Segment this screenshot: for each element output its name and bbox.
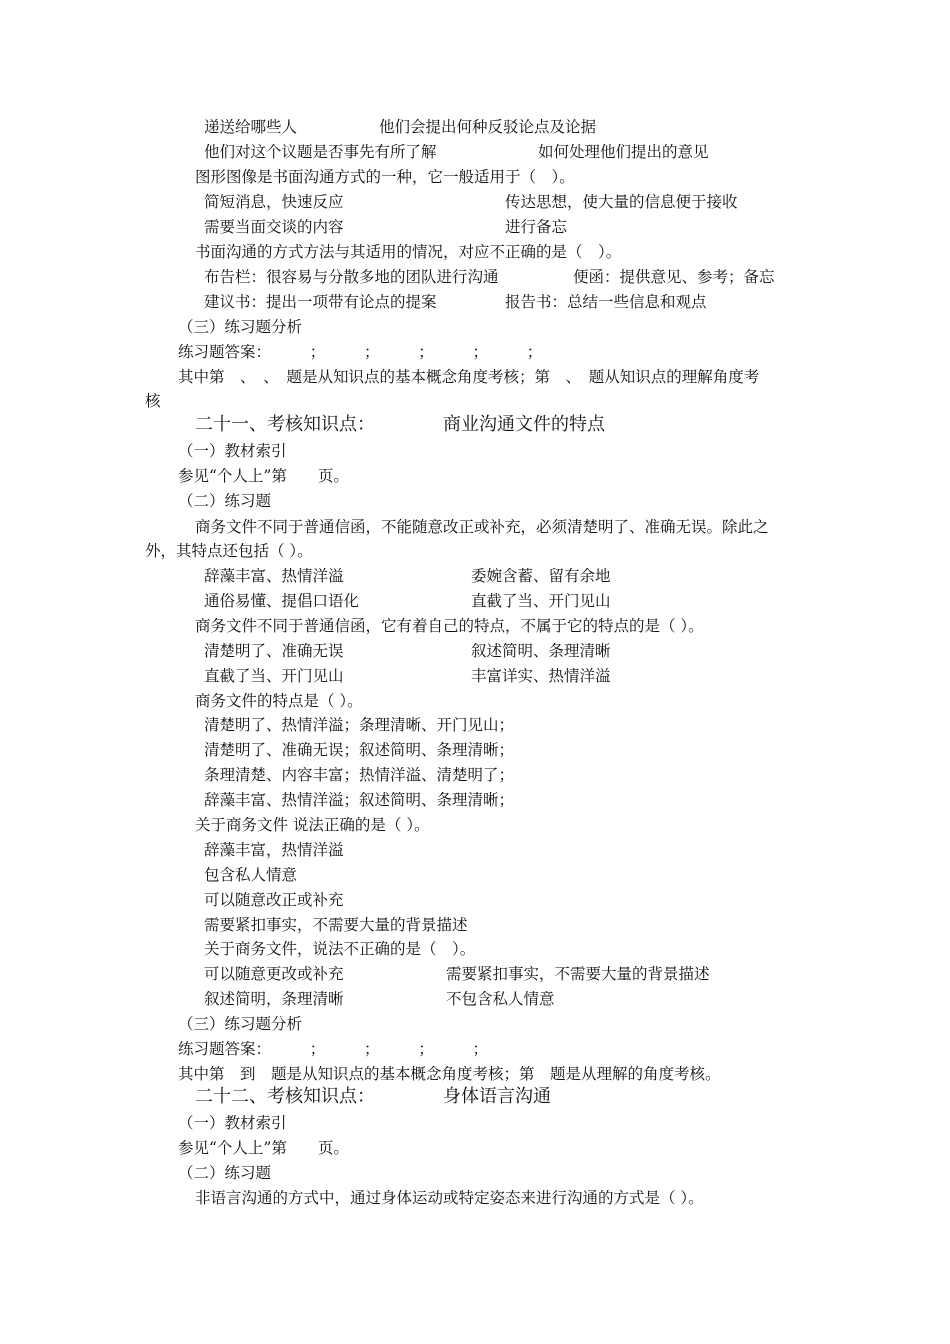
option-c: 叙述简明，条理清晰 xyxy=(204,990,344,1008)
answers-line: 练习题答案： ； ； ； ； ； xyxy=(178,343,543,361)
option-d: 丰富详实、热情洋溢 xyxy=(471,667,611,685)
option-c: 可以随意改正或补充 xyxy=(204,891,344,909)
option-b: 叙述简明、条理清晰 xyxy=(471,642,611,660)
analysis-heading: （三）练习题分析 xyxy=(178,1015,303,1033)
question-stem: 非语言沟通的方式中，通过身体运动或特定姿态来进行沟通的方式是（ ）。 xyxy=(195,1189,704,1207)
question-stem: 商务文件的特点是（ ）。 xyxy=(195,692,363,710)
option-c: 通俗易懂、提倡口语化 xyxy=(204,592,360,610)
option-a: 递送给哪些人 xyxy=(204,118,298,136)
option-a: 辞藻丰富，热情洋溢 xyxy=(204,841,344,859)
option-d: 报告书：总结一些信息和观点 xyxy=(505,293,707,311)
option-a: 简短消息，快速反应 xyxy=(204,193,344,211)
option-a: 清楚明了、准确无误 xyxy=(204,642,344,660)
analysis-note: 其中第 到 题是从知识点的基本概念角度考核；第 题是从理解的角度考核。 xyxy=(178,1065,721,1083)
question-stem: 关于商务文件 说法正确的是（ ）。 xyxy=(195,816,430,834)
section-title-topic: 商业沟通文件的特点 xyxy=(443,414,605,435)
section-title-topic: 身体语言沟通 xyxy=(443,1086,551,1107)
index-text: 参见“个人上”第 页。 xyxy=(178,467,349,485)
index-heading: （一）教材索引 xyxy=(178,1114,287,1132)
option-b: 包含私人情意 xyxy=(204,866,298,884)
index-heading: （一）教材索引 xyxy=(178,442,287,460)
exercise-heading: （二）练习题 xyxy=(178,1164,272,1182)
option-c: 条理清楚、内容丰富；热情洋溢、清楚明了； xyxy=(204,766,515,784)
question-stem: 关于商务文件，说法不正确的是（ ）。 xyxy=(204,940,476,958)
question-stem: 图形图像是书面沟通方式的一种，它一般适用于（ ）。 xyxy=(195,168,575,186)
option-c: 需要当面交谈的内容 xyxy=(204,218,344,236)
question-stem: 书面沟通的方式方法与其适用的情况，对应不正确的是（ ）。 xyxy=(195,243,622,261)
answers-line: 练习题答案： ； ； ； ； xyxy=(178,1040,489,1058)
exercise-heading: （二）练习题 xyxy=(178,492,272,510)
section-title-prefix: 二十二、考核知识点： xyxy=(195,1086,375,1107)
option-c: 直截了当、开门见山 xyxy=(204,667,344,685)
option-c: 建议书：提出一项带有论点的提案 xyxy=(204,293,437,311)
question-stem-cont: 外，其特点还包括（ ）。 xyxy=(145,542,313,560)
option-d: 辞藻丰富、热情洋溢；叙述简明、条理清晰； xyxy=(204,791,515,809)
option-b: 便函：提供意见、参考；备忘 xyxy=(573,268,775,286)
option-b: 传达思想，使大量的信息便于接收 xyxy=(505,193,738,211)
index-text: 参见“个人上”第 页。 xyxy=(178,1139,349,1157)
option-b: 需要紧扣事实，不需要大量的背景描述 xyxy=(446,965,710,983)
option-d: 进行备忘 xyxy=(505,218,568,236)
analysis-heading: （三）练习题分析 xyxy=(178,318,303,336)
analysis-note-cont: 核 xyxy=(145,392,161,410)
analysis-note: 其中第 、 、 题是从知识点的基本概念角度考核；第 、 题从知识点的理解角度考 xyxy=(178,368,760,386)
option-c: 他们对这个议题是否事先有所了解 xyxy=(204,143,437,161)
option-b: 清楚明了、准确无误；叙述简明、条理清晰； xyxy=(204,741,515,759)
option-b: 委婉含蓄、留有余地 xyxy=(471,567,611,585)
question-stem: 商务文件不同于普通信函，不能随意改正或补充，必须清楚明了、准确无误。除此之 xyxy=(195,518,769,536)
option-a: 清楚明了、热情洋溢；条理清晰、开门见山； xyxy=(204,716,515,734)
option-b: 他们会提出何种反驳论点及论据 xyxy=(379,118,597,136)
option-a: 可以随意更改或补充 xyxy=(204,965,344,983)
option-a: 辞藻丰富、热情洋溢 xyxy=(204,567,344,585)
option-d: 需要紧扣事实，不需要大量的背景描述 xyxy=(204,916,468,934)
option-a: 布告栏：很容易与分散多地的团队进行沟通 xyxy=(204,268,499,286)
option-d: 直截了当、开门见山 xyxy=(471,592,611,610)
question-stem: 商务文件不同于普通信函，它有着自己的特点，不属于它的特点的是（ ）。 xyxy=(195,617,704,635)
option-d: 不包含私人情意 xyxy=(446,990,555,1008)
option-d: 如何处理他们提出的意见 xyxy=(538,143,709,161)
section-title-prefix: 二十一、考核知识点： xyxy=(195,414,375,435)
